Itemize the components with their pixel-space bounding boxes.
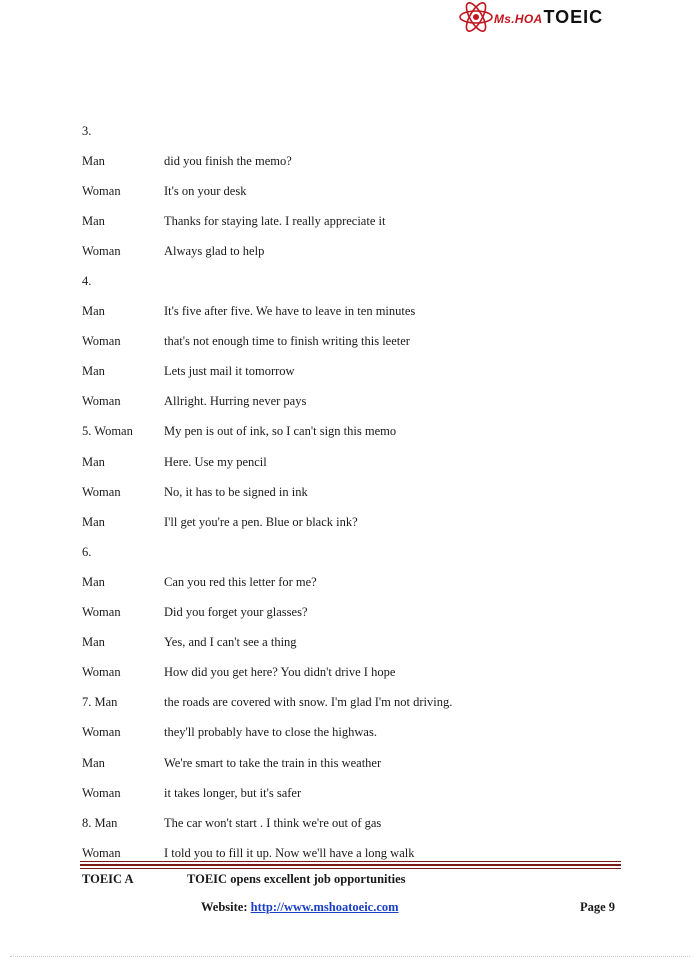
dialogue-line	[82, 477, 622, 507]
dialogue-text: the roads are covered with snow. I'm glad I'm not driving.	[164, 695, 453, 710]
dialogue-text: Can you red this letter for me?	[164, 574, 317, 589]
footer-doc-label: TOEIC A	[82, 872, 134, 886]
speaker-label: Woman	[82, 605, 121, 620]
website-label: Website:	[201, 900, 251, 914]
speaker-label: 4.	[82, 274, 92, 289]
website-link[interactable]: http://www.mshoatoeic.com	[250, 900, 399, 914]
dialogue-text: I'll get you're a pen. Blue or black ink?	[164, 514, 358, 529]
speaker-label: Woman	[82, 243, 121, 258]
dialogue-line	[82, 236, 622, 266]
dialogue-text: How did you get here? You didn't drive I hope	[164, 665, 396, 680]
speaker-label: Man	[82, 755, 105, 770]
dialogue-line	[82, 206, 622, 236]
dialogue-line	[82, 387, 622, 417]
dialogue-line	[82, 266, 622, 296]
speaker-label: 7. Man	[82, 695, 118, 710]
dialogue-text: It's five after five. We have to leave in ten minutes	[164, 304, 416, 319]
dialogue-text: that's not enough time to finish writing this leeter	[164, 334, 410, 349]
speaker-label: 8. Man	[82, 815, 118, 830]
dialogue-text: We're smart to take the train in this weather	[164, 755, 382, 770]
dialogue-line	[82, 658, 622, 688]
dialogue-line	[82, 116, 622, 146]
footer-divider	[80, 868, 621, 869]
dialogue-text: did you finish the memo?	[164, 153, 292, 168]
speaker-label: Man	[82, 454, 105, 469]
dialogue-text: Always glad to help	[164, 243, 265, 258]
dialogue-line	[82, 507, 622, 537]
speaker-label: Man	[82, 364, 105, 379]
dialogue-line	[82, 447, 622, 477]
speaker-label: 5. Woman	[82, 424, 133, 439]
footer-divider	[80, 861, 621, 862]
speaker-label: Man	[82, 635, 105, 650]
dialogue-transcript	[82, 116, 622, 868]
dialogue-text: Lets just mail it tomorrow	[164, 364, 295, 379]
speaker-label: Woman	[82, 484, 121, 499]
dialogue-line	[82, 146, 622, 176]
speaker-label: Woman	[82, 785, 121, 800]
page-number: Page 9	[580, 900, 616, 914]
speaker-label: Man	[82, 574, 105, 589]
dialogue-text: it takes longer, but it's safer	[164, 785, 302, 800]
dialogue-text: I told you to fill it up. Now we'll have a long walk	[164, 845, 415, 860]
speaker-label: Woman	[82, 845, 121, 860]
dialogue-line	[82, 808, 622, 838]
dialogue-line	[82, 598, 622, 628]
page-edge-divider	[10, 956, 690, 957]
dialogue-line	[82, 718, 622, 748]
dialogue-text: Yes, and I can't see a thing	[164, 635, 297, 650]
dialogue-text: Did you forget your glasses?	[164, 605, 308, 620]
dialogue-line	[82, 297, 622, 327]
dialogue-line	[82, 688, 622, 718]
dialogue-text: It's on your desk	[164, 183, 247, 198]
speaker-label: Woman	[82, 665, 121, 680]
speaker-label: Man	[82, 304, 105, 319]
speaker-label: 6.	[82, 544, 92, 559]
footer-website	[201, 900, 399, 915]
logo-ms-text: Ms.HOA	[494, 12, 543, 26]
dialogue-line	[82, 327, 622, 357]
speaker-label: Man	[82, 213, 105, 228]
dialogue-line	[82, 628, 622, 658]
dialogue-line	[82, 417, 622, 447]
dialogue-line	[82, 748, 622, 778]
footer-divider	[80, 864, 621, 866]
speaker-label: Woman	[82, 334, 121, 349]
dialogue-line	[82, 778, 622, 808]
brand-logo	[456, 2, 624, 32]
dialogue-line	[82, 567, 622, 597]
dialogue-text: Thanks for staying late. I really appreciate it	[164, 213, 386, 228]
speaker-label: Woman	[82, 394, 121, 409]
dialogue-text: Allright. Hurring never pays	[164, 394, 307, 409]
speaker-label: Woman	[82, 725, 121, 740]
speaker-label: Man	[82, 153, 105, 168]
speaker-label: Woman	[82, 183, 121, 198]
logo-toeic-text: TOEIC	[543, 7, 604, 27]
dialogue-text: Here. Use my pencil	[164, 454, 267, 469]
footer-slogan: TOEIC opens excellent job opportunities	[187, 872, 406, 886]
dialogue-text: My pen is out of ink, so I can't sign this memo	[164, 424, 397, 439]
dialogue-text: they'll probably have to close the highwas.	[164, 725, 377, 740]
speaker-label: 3.	[82, 123, 92, 138]
dialogue-line	[82, 537, 622, 567]
dialogue-line	[82, 357, 622, 387]
dialogue-text: The car won't start . I think we're out of gas	[164, 815, 382, 830]
dialogue-line	[82, 176, 622, 206]
speaker-label: Man	[82, 514, 105, 529]
atom-logo-icon	[456, 2, 496, 32]
dialogue-text: No, it has to be signed in ink	[164, 484, 308, 499]
